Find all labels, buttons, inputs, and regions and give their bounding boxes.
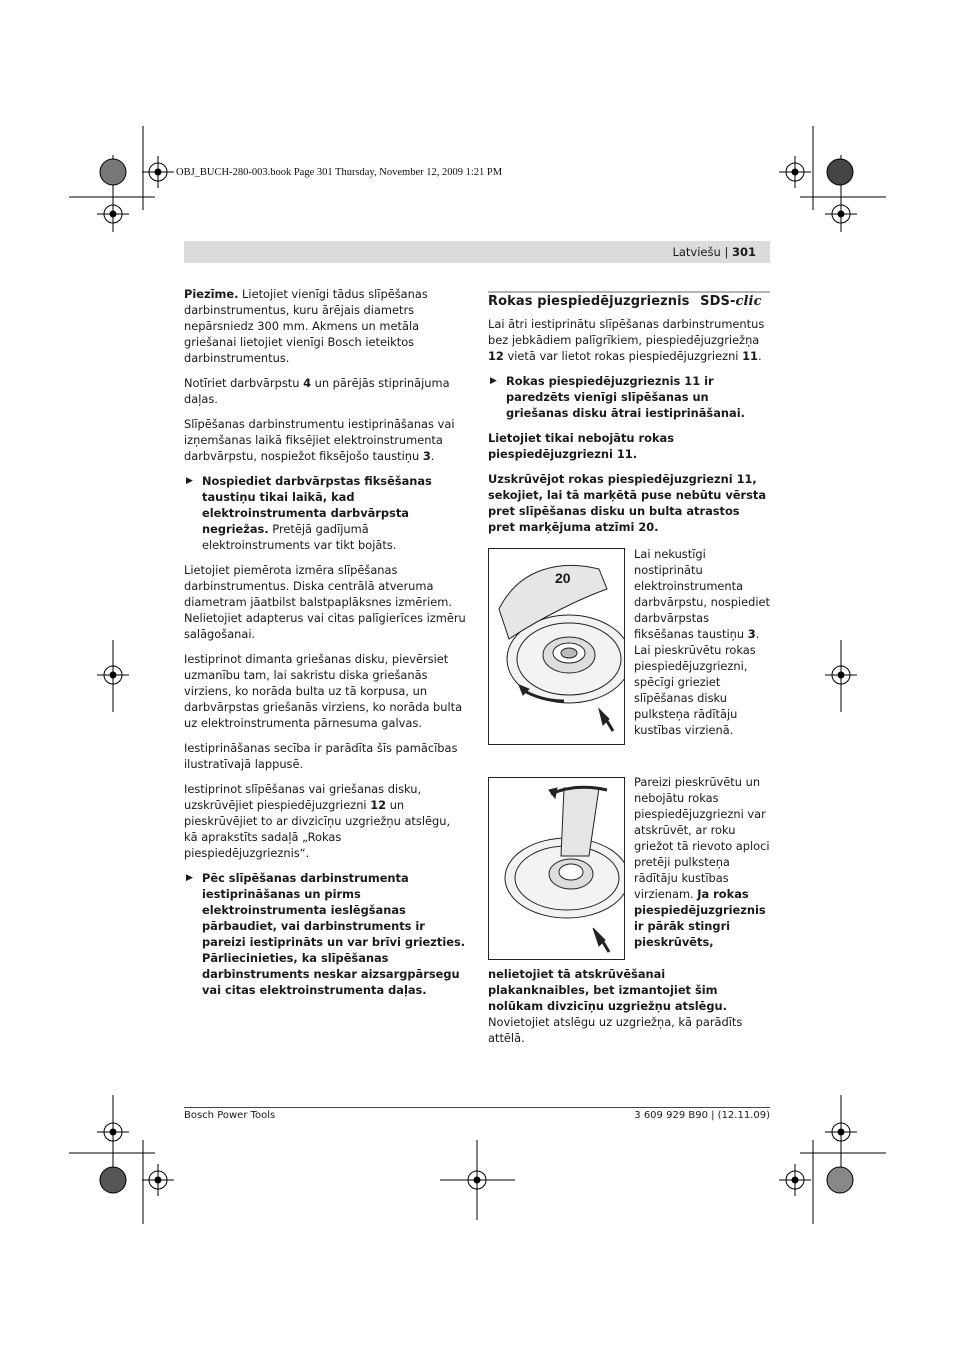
note-text: Lietojiet vienīgi tādus slīpēšanas darbinstrumentus, kuru ārējais diametrs nepārsniedz 300 mm. Akmens un metāla griešanai lietojiet vienīgi Bosch ieteiktos darbinstrumentus. <box>184 287 428 365</box>
clean-spindle-paragraph <box>184 375 466 407</box>
clamp-nut-paragraph <box>184 781 466 861</box>
marking-paragraph <box>488 471 770 535</box>
ref-number: 12 <box>370 798 387 812</box>
text: Lai ātri iestiprinātu slīpēšanas darbinstrumentus bez jebkādiem palīgrīkiem, piespiedējuzgriežņa <box>488 317 765 347</box>
text: Novietojiet atslēgu uz uzgriežņa, kā parādīts attēlā. <box>488 1015 743 1045</box>
page-number: 301 <box>731 245 756 259</box>
title-text: Rokas piespiedējuzgrieznis <box>488 294 690 309</box>
ref-number: 4 <box>303 376 311 390</box>
text: . <box>757 349 762 363</box>
wrench-paragraph <box>488 966 770 1055</box>
check-bullet <box>184 870 466 998</box>
section-title <box>488 294 770 310</box>
wrench-text <box>488 966 770 1046</box>
sequence-paragraph: Iestiprināšanas secība ir parādīta šīs pamācības ilustratīvajā lappusē. <box>184 741 458 771</box>
bullet-triangle-icon: ▶ <box>186 476 193 486</box>
caption-text <box>634 774 770 950</box>
print-info-line: OBJ_BUCH-280-003.book Page 301 Thursday, November 12, 2009 1:21 PM <box>176 167 503 178</box>
brand-text: SDS- <box>700 294 736 309</box>
text: . <box>430 449 435 463</box>
diamond-disc-paragraph: Iestiprinot dimanta griešanas disku, pievērsiet uzmanību tam, lai sakristu diska griešanās virziens, ko norāda bulta uz tā korpusa, un darbvārpstas griešanās virziens, ko norāda bulta uz elektroinstrumenta pārnesuma galvas. <box>184 652 463 730</box>
text: Notīriet darbvārpstu <box>184 376 304 390</box>
header-language: Latviešu <box>672 245 721 259</box>
warning-bold: Nospiediet darbvārpstas fiksēšanas taustiņu tikai laikā, kad elektroinstrumenta darbvārpsta negriežas. <box>202 474 432 536</box>
text: Pareizi pieskrūvētu un nebojātu rokas piespiedējuzgriezni var atskrūvēt, ar roku griežot tā rievoto aploci pretēji pulksteņa rādītāju kustības virzienam. <box>634 775 770 901</box>
text: Iestiprinot slīpēšanas vai griešanas disku, uzskrūvējiet piespiedējuzgriezni <box>184 782 422 812</box>
caption-text <box>634 546 770 738</box>
bullet-triangle-icon: ▶ <box>186 873 193 883</box>
section-rule <box>488 291 770 293</box>
ref-number: 11 <box>742 349 758 363</box>
warning-text: Pretējā gadījumā elektroinstruments var tikt bojāts. <box>202 522 397 552</box>
bullet-triangle-icon: ▶ <box>490 376 497 386</box>
text: vietā var lietot rokas piespiedējuzgriezni <box>503 349 743 363</box>
warning-bullet <box>184 473 466 553</box>
undamaged-paragraph <box>488 430 770 462</box>
figure-loosen-caption <box>634 774 770 950</box>
footer-left: Bosch Power Tools <box>184 1110 276 1121</box>
figure-tighten <box>488 548 625 745</box>
text: Slīpēšanas darbinstrumentu iestiprināšanas vai izņemšanas laikā fiksējiet elektroinstrumenta darbvārpstu, nospiežot fiksējošo taustiņu <box>184 417 455 463</box>
brand-script: clic <box>735 294 762 309</box>
quick-nut-paragraph <box>488 316 770 364</box>
note-paragraph <box>184 286 466 366</box>
page-header <box>672 241 770 263</box>
bullet-bold: Rokas piespiedējuzgrieznis 11 ir paredzēts vienīgi slīpēšanas un griešanas disku ātrai iestiprināšanai. <box>506 374 745 420</box>
footer-rule <box>184 1107 770 1108</box>
bold-text: Ja rokas piespiedējuzgrieznis ir pārāk stingri pieskrūvēts, <box>634 887 766 949</box>
bold-text: nelietojiet tā atskrūvēšanai plakanknaibles, bet izmantojiet šim nolūkam divzicīņu uzgriežņu atslēgu. <box>488 967 727 1013</box>
page-header-bar <box>184 241 770 263</box>
bold-text: Uzskrūvējot rokas piespiedējuzgriezni 11, sekojiet, lai tā marķētā puse nebūtu vērsta pret slīpēšanas disku un bulta atrastos pret marķējuma atzīmi 20. <box>488 472 767 534</box>
figure-tighten-caption <box>634 546 770 747</box>
left-column <box>184 286 466 1007</box>
lock-spindle-paragraph <box>184 416 466 464</box>
ref-number: 3 <box>422 449 431 463</box>
text: un pieskrūvējiet to ar divzicīņu uzgriežņu atslēgu, kā aprakstīts sadaļā „Rokas piespiedējuzgrieznis“. <box>184 798 451 860</box>
figure-loosen-drawing <box>489 778 624 959</box>
figure-loosen <box>488 777 625 960</box>
quick-nut-bullet <box>488 373 770 421</box>
header-separator: | <box>724 245 729 259</box>
figure-label-20: 20 <box>555 570 571 586</box>
text: un pārējās stiprinājuma daļas. <box>184 376 450 406</box>
note-label: Piezīme. <box>184 287 239 301</box>
text: Lai nekustīgi nostiprinātu elektroinstrumenta darbvārpstu, nospiediet darbvārpstas fiksēšanas taustiņu <box>634 547 771 641</box>
ref-number: 3 <box>747 627 756 641</box>
size-paragraph: Lietojiet piemērota izmēra slīpēšanas darbinstrumentus. Diska centrālā atveruma diametram jāatbilst balstpaplāksnes izmēriem. Nelietojiet adapterus vai citas palīgierīces izmēru salāgošanai. <box>184 563 466 641</box>
right-column-top <box>488 294 770 544</box>
ref-number: 12 <box>488 349 504 363</box>
check-bold: Pēc slīpēšanas darbinstrumenta iestiprināšanas un pirms elektroinstrumenta ieslēgšanas pārbaudiet, vai darbinstruments ir pareizi iestiprināts un var brīvi griezties. Pārliecinieties, ka slīpēšanas darbinstruments neskar aizsargpārsegu vai citas elektroinstrumenta daļas. <box>202 871 466 997</box>
footer-right: 3 609 929 B90 | (12.11.09) <box>634 1110 770 1121</box>
text: . Lai pieskrūvētu rokas piespiedējuzgriezni, spēcīgi grieziet slīpēšanas disku pulksteņa rādītāju kustības virzienā. <box>634 627 760 737</box>
bold-text: Lietojiet tikai nebojātu rokas piespiedējuzgriezni 11. <box>488 431 674 461</box>
